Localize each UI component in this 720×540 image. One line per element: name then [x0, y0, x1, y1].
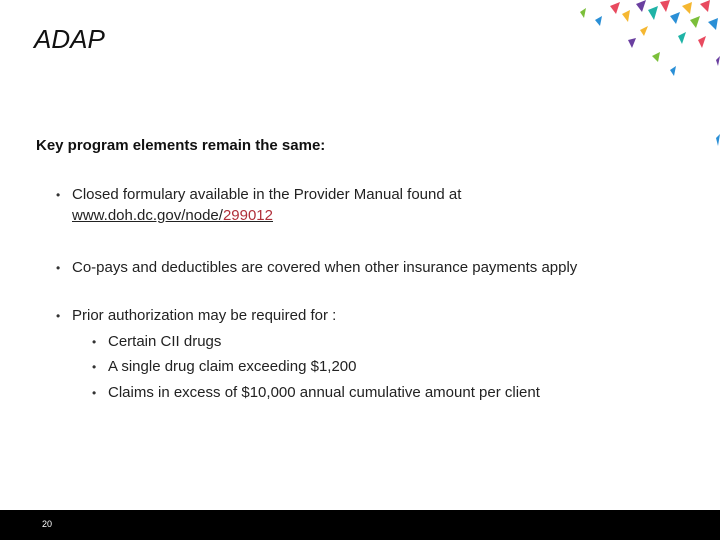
- sub-bullet-annual-cumulative: Claims in excess of $10,000 annual cumulative amount per client: [108, 384, 540, 401]
- confetti-shard: [652, 52, 660, 62]
- confetti-decoration: [540, 0, 720, 150]
- bullet-copays: Co-pays and deductibles are covered when other insurance payments apply: [72, 259, 578, 276]
- page-number: 20: [42, 519, 53, 529]
- sub-bullet-dot: •: [92, 386, 97, 400]
- confetti-shard: [595, 16, 602, 26]
- bullet-formulary: [72, 184, 461, 226]
- confetti-shard: [700, 0, 710, 12]
- confetti-shard: [660, 0, 670, 12]
- sub-bullet-dot: •: [92, 335, 97, 349]
- provider-manual-link-number: 299012: [222, 207, 273, 224]
- provider-manual-link[interactable]: [72, 205, 461, 226]
- bullet-prior-auth: Prior authorization may be required for :: [72, 307, 337, 324]
- sub-bullet-dot: •: [92, 360, 97, 374]
- confetti-shard: [708, 18, 718, 30]
- confetti-shard: [640, 26, 648, 36]
- section-heading: Key program elements remain the same:: [36, 137, 326, 154]
- footer-bar: [0, 510, 720, 540]
- bullet-formulary-text: Closed formulary available in the Provider Manual found at: [72, 186, 462, 203]
- confetti-shard: [682, 2, 692, 14]
- bullet-dot: •: [56, 188, 61, 202]
- bullet-dot: •: [56, 261, 61, 275]
- confetti-shard: [716, 56, 720, 66]
- confetti-shard: [670, 12, 680, 24]
- confetti-shard: [636, 0, 646, 12]
- slide-title: ADAP: [34, 24, 105, 54]
- confetti-shard: [622, 10, 630, 22]
- sub-bullet-single-claim: A single drug claim exceeding $1,200: [108, 358, 357, 375]
- confetti-shard: [580, 8, 586, 18]
- confetti-shard: [678, 32, 686, 44]
- confetti-shard: [716, 134, 720, 146]
- bullet-dot: •: [56, 309, 61, 323]
- confetti-shard: [628, 38, 636, 48]
- sub-bullet-cii-drugs: Certain CII drugs: [108, 333, 222, 350]
- confetti-shard: [610, 2, 620, 14]
- confetti-shard: [690, 16, 700, 28]
- provider-manual-link-text: www.doh.dc.gov/node/: [72, 207, 223, 224]
- confetti-shard: [698, 36, 706, 48]
- confetti-shard: [648, 6, 658, 20]
- confetti-shard: [670, 66, 676, 76]
